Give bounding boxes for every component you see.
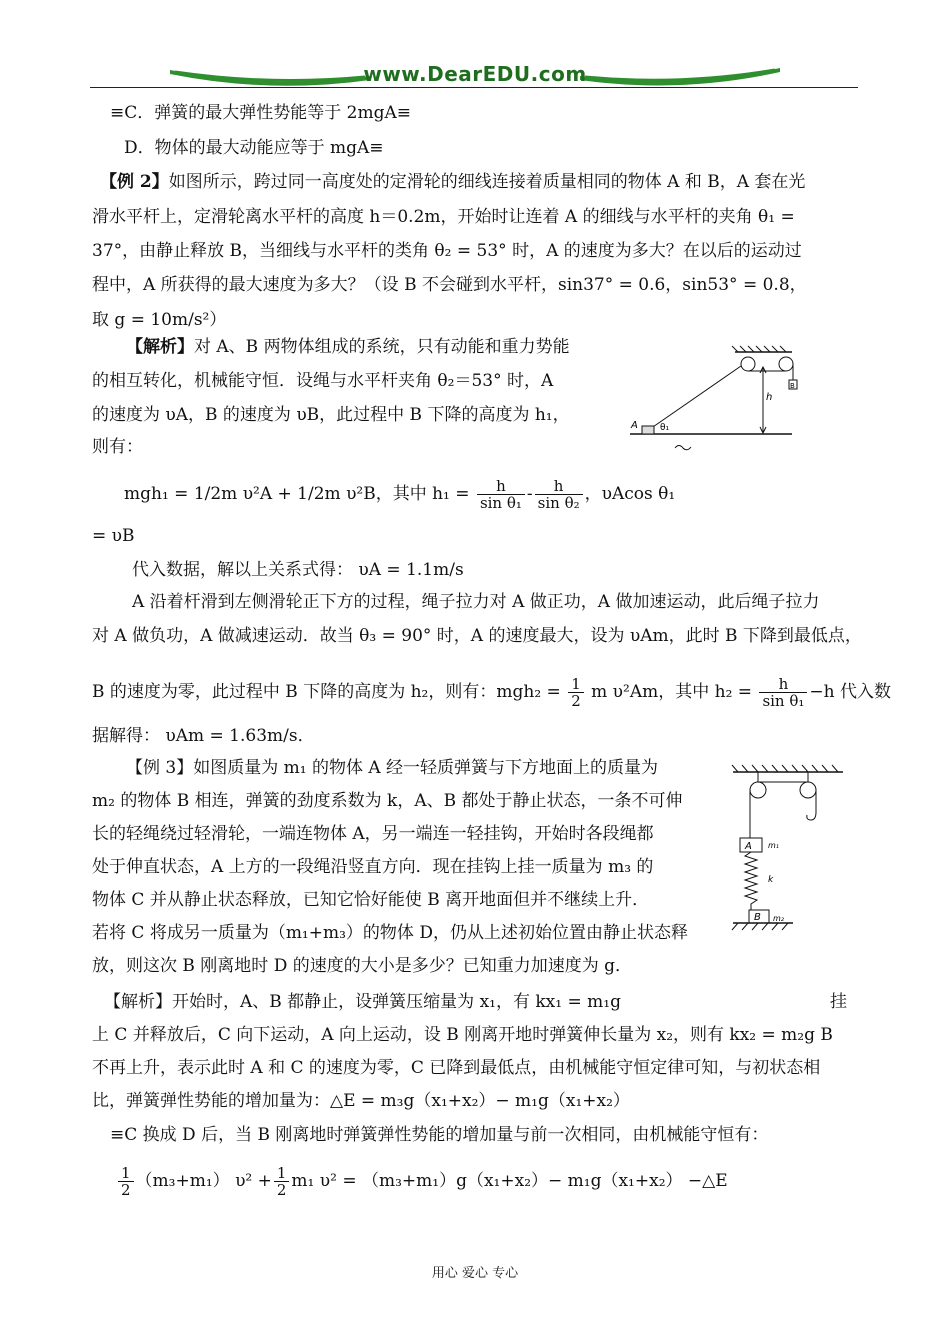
example2-line4: 程中，A 所获得的最大速度为多大？（设 B 不会碰到水平杆，sin37° = 0.6，sin53° = 0.8， bbox=[92, 275, 807, 295]
fig2-label-m2: m₂ bbox=[773, 914, 784, 923]
example2-line3: 37°，由静止释放 B，当细线与水平杆的类角 θ₂ = 53° 时，A 的速度为多大？在以后的运动过 bbox=[92, 241, 802, 261]
option-d: D．物体的最大动能应等于 mgA≡ bbox=[124, 138, 384, 158]
option-c: ≡C．弹簧的最大弹性势能等于 2mgA≡ bbox=[110, 103, 411, 123]
site-banner bbox=[170, 60, 780, 90]
fraction-one-half-d: $\frac{1}{2}$ bbox=[274, 1165, 290, 1198]
site-url: www.DearEDU.com bbox=[363, 62, 587, 86]
fraction-one-half: $\frac{1}{2}$ bbox=[568, 676, 584, 709]
solution3-line1a: 【解析】开始时，A、B 都静止，设弹簧压缩量为 x₁，有 kx₁ = m₁g bbox=[104, 992, 621, 1012]
example2-line5: 取 g = 10m/s²） bbox=[92, 310, 227, 330]
solution2-line1: 【解析】对 A、B 两物体组成的系统，只有动能和重力势能 bbox=[126, 337, 570, 357]
para3-line1: A 沿着杆滑到左侧滑轮正下方的过程，绳子拉力对 A 做正功，A 做加速运动，此后绳子拉力 bbox=[132, 592, 820, 612]
figure-pulley-system bbox=[620, 340, 800, 460]
fig1-label-h: h bbox=[766, 392, 773, 403]
fig2-label-a: A bbox=[745, 841, 752, 852]
para3-line4: 据解得： υAm = 1.63m/s． bbox=[92, 726, 315, 746]
example3-line7: 放，则这次 B 刚离地时 D 的速度的大小是多少？已知重力加速度为 g． bbox=[92, 956, 633, 976]
fig1-label-theta: θ₁ bbox=[660, 423, 670, 433]
solution3-line3: 不再上升，表示此时 A 和 C 的速度为零，C 已降到最低点，由机械能守恒定律可知，与初状态相 bbox=[92, 1058, 821, 1078]
example2-line2: 滑水平杆上，定滑轮离水平杆的高度 h＝0.2m，开始时让连着 A 的细线与水平杆的夹角 θ₁ = bbox=[92, 207, 795, 227]
result-va: 代入数据，解以上关系式得： υA = 1.1m/s bbox=[132, 560, 464, 580]
para3-line2: 对 A 做负功，A 做减速运动．故当 θ₃ = 90° 时，A 的速度最大，设为 υAm，此时 B 下降到最低点， bbox=[92, 626, 862, 646]
fig1-label-a: A bbox=[631, 420, 638, 431]
solution3-line1b: 挂 bbox=[830, 992, 847, 1012]
fig2-label-k: k bbox=[768, 875, 774, 885]
fraction-h-over-sin2: $\frac{h}{\text{sin θ₂}}$ bbox=[535, 478, 583, 511]
fraction-h-over-sin1: $\frac{h}{\text{sin θ₁}}$ bbox=[477, 478, 525, 511]
example3-line5: 物体 C 并从静止状态释放，已知它恰好能使 B 离开地面但并不继续上升． bbox=[92, 890, 650, 910]
figure-spring-system bbox=[728, 760, 848, 935]
example3-label: 【例 3】 bbox=[126, 758, 194, 778]
example2-line1: 【例 2】如图所示，跨过同一高度处的定滑轮的细线连接着质量相同的物体 A 和 B，A 套在光 bbox=[100, 172, 806, 192]
example3-line6: 若将 C 将成另一质量为（m₁+m₃）的物体 D，仍从上述初始位置由静止状态释 bbox=[92, 923, 688, 943]
solution3-line4: 比，弹簧弹性势能的增加量为：△E = m₃g（x₁+x₂）− m₁g（x₁+x₂） bbox=[92, 1091, 630, 1111]
hook-icon bbox=[807, 812, 816, 820]
example3-line3: 长的轻绳绕过轻滑轮，一端连物体 A，另一端连一轻挂钩，开始时各段绳都 bbox=[92, 824, 654, 844]
page-footer: 用心 爱心 专心 bbox=[431, 1266, 519, 1281]
squiggle-icon bbox=[675, 446, 691, 450]
fig1-label-b: B bbox=[790, 382, 795, 390]
fig2-label-b: B bbox=[754, 912, 761, 923]
fraction-h-over-sin1-b: $\frac{h}{\text{sin θ₁}}$ bbox=[759, 676, 807, 709]
fraction-one-half-c: $\frac{1}{2}$ bbox=[118, 1165, 134, 1198]
solution2-line4: 则有： bbox=[92, 437, 143, 457]
equation1-continued: = υB bbox=[92, 526, 135, 546]
equation1: mgh₁ = 1/2m υ²A + 1/2m υ²B，其中 h₁ = $\frac{h}{\text{sin θ₁}}$ - $\frac{h}{\text{sin θ₂}}$ ，υAcos θ₁ bbox=[124, 477, 676, 512]
header-rule bbox=[90, 87, 858, 88]
para3-line3: B 的速度为零，此过程中 B 下降的高度为 h₂，则有：mgh₂ = $\frac{1}{2}$ m υ²Am，其中 h₂ = $\frac{h}{\text{sin θ₁}}$ −h 代入数 bbox=[92, 675, 892, 710]
solution3-line5: ≡C 换成 D 后，当 B 刚离地时弹簧弹性势能的增加量与前一次相同，由机械能守恒有： bbox=[110, 1125, 769, 1145]
solution2-label: 【解析】 bbox=[126, 337, 194, 357]
example3-line1: 【例 3】如图质量为 m₁ 的物体 A 经一轻质弹簧与下方地面上的质量为 bbox=[126, 758, 659, 778]
example2-label: 【例 2】 bbox=[100, 172, 169, 192]
example3-line4: 处于伸直状态，A 上方的一段绳沿竖直方向．现在挂钩上挂一质量为 m₃ 的 bbox=[92, 857, 654, 877]
solution3-line2: 上 C 并释放后，C 向下运动，A 向上运动，设 B 刚离开地时弹簧伸长量为 x₂，则有 kx₂ = m₂g B bbox=[92, 1025, 833, 1045]
solution2-line3: 的速度为 υA，B 的速度为 υB，此过程中 B 下降的高度为 h₁， bbox=[92, 405, 570, 425]
example3-line2: m₂ 的物体 B 相连，弹簧的劲度系数为 k，A、B 都处于静止状态，一条不可伸 bbox=[92, 791, 683, 811]
final-equation: $\frac{1}{2}$ （m₃+m₁） υ² + $\frac{1}{2}$ m₁ υ² = （m₃+m₁）g（x₁+x₂）− m₁g（x₁+x₂） −△E bbox=[116, 1165, 728, 1198]
fig2-label-m1: m₁ bbox=[768, 841, 779, 850]
solution2-line2: 的相互转化，机械能守恒．设绳与水平杆夹角 θ₂＝53° 时，A bbox=[92, 371, 554, 391]
